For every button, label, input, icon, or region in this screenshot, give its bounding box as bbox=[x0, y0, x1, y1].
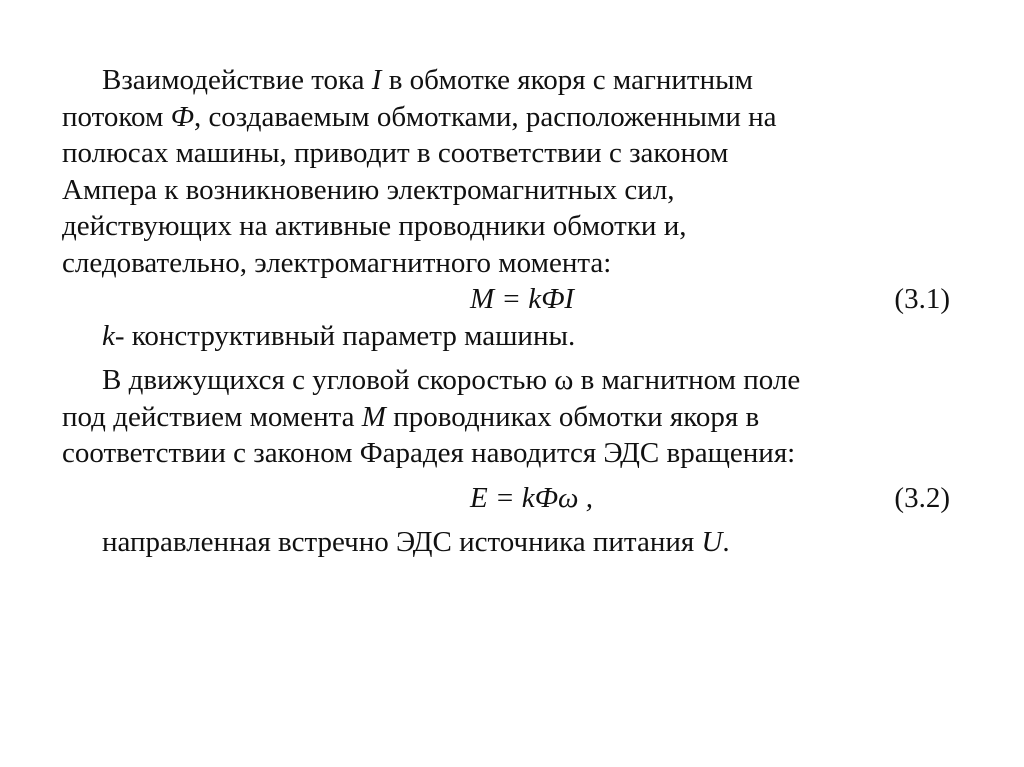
closing-end: . bbox=[722, 526, 730, 558]
text-run: проводниках обмотки якоря в bbox=[385, 400, 760, 433]
text-run: под действием момента bbox=[62, 400, 362, 433]
equation-formula: E = kФω , bbox=[470, 481, 593, 514]
text-line: соответствии с законом Фарадея наводится ЭДС вращения: bbox=[62, 437, 796, 469]
equation-number: (3.2) bbox=[894, 481, 950, 514]
slide-body bbox=[62, 62, 950, 561]
equation-formula: M = kФI bbox=[470, 283, 575, 315]
symbol-voltage: U bbox=[701, 526, 723, 558]
paragraph-1 bbox=[62, 62, 950, 281]
text-line bbox=[62, 62, 950, 99]
text-run: потоком bbox=[62, 100, 171, 133]
text-run: , создаваемым обмотками, расположенными на bbox=[193, 100, 777, 133]
equation-3-2 bbox=[62, 480, 950, 517]
symbol-flux: Ф bbox=[170, 100, 194, 133]
closing-line bbox=[62, 524, 950, 561]
text-line: полюсах машины, приводит в соответствии с законом bbox=[62, 137, 729, 169]
paragraph-2 bbox=[62, 362, 950, 472]
equation-3-1 bbox=[62, 281, 950, 318]
text-line: действующих на активные проводники обмотки и, bbox=[62, 210, 687, 242]
note-k bbox=[62, 318, 950, 355]
text-line bbox=[62, 399, 950, 436]
text-line: следовательно, электромагнитного момента: bbox=[62, 246, 612, 279]
closing-text: направленная встречно ЭДС источника питания bbox=[102, 526, 702, 558]
text-run: в обмотке якоря с магнитным bbox=[381, 64, 753, 96]
spacer bbox=[62, 354, 950, 362]
spacer bbox=[62, 472, 950, 480]
spacer bbox=[62, 516, 950, 524]
text-run: Взаимодействие тока bbox=[102, 64, 372, 96]
symbol-current: I bbox=[371, 64, 382, 96]
symbol-k: k bbox=[102, 319, 115, 352]
equation-number: (3.1) bbox=[894, 283, 950, 315]
symbol-moment: M bbox=[361, 400, 386, 433]
note-k-text: - конструктивный параметр машины. bbox=[114, 319, 576, 352]
text-line: В движущихся с угловой скоростью ω в магнитном поле bbox=[102, 364, 801, 396]
text-line bbox=[62, 99, 950, 136]
text-line: Ампера к возникновению электромагнитных сил, bbox=[62, 173, 675, 206]
